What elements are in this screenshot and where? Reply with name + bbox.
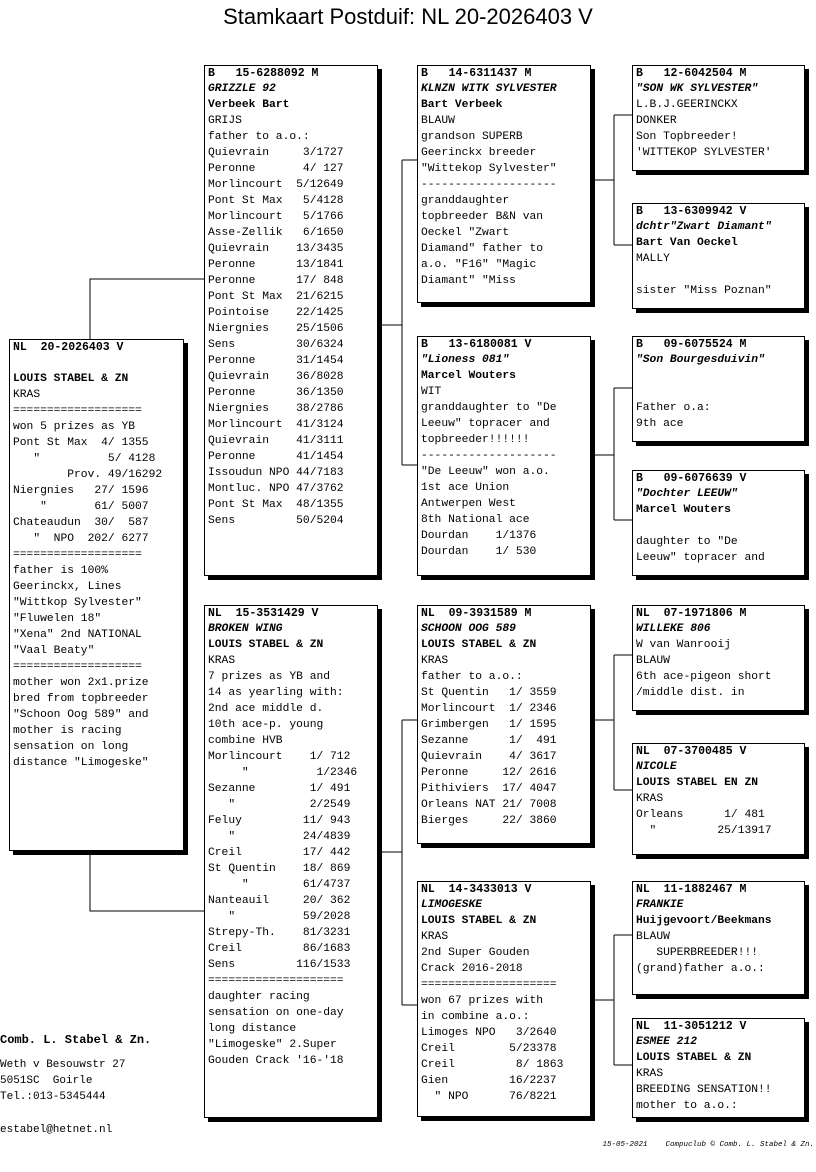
card-line: Creil 86/1683: [208, 943, 351, 955]
ring-number: B 12-6042504 M: [636, 67, 747, 80]
card-line: Niergnies 27/ 1596: [13, 485, 149, 497]
card-line: Morlincourt 41/3124: [208, 419, 344, 431]
connector-dd-parents: [592, 935, 634, 1065]
connector-dam-parents: [378, 720, 418, 1005]
card-line: [636, 384, 800, 400]
card-line: Dourdan 1/ 530: [421, 546, 537, 558]
card-line: Creil 8/ 1863: [421, 1059, 564, 1071]
breeder-name: LOUIS STABEL & ZN: [421, 915, 537, 927]
card-line: Dourdan 1/1376: [421, 530, 537, 542]
card-line: 6th ace-pigeon short: [636, 671, 772, 683]
card-line: sister "Miss Poznan": [636, 285, 772, 297]
card-line: "Wittkop Sylvester": [13, 597, 142, 609]
card-line: ===================: [13, 405, 142, 417]
card-line: Prov. 49/16292: [13, 469, 163, 481]
pigeon-name: "Son Bourgesduivin": [636, 354, 765, 366]
pigeon-card-dam: [204, 605, 378, 1118]
card-line: KRAS: [636, 793, 664, 805]
card-line: 9th ace: [636, 418, 684, 430]
card-line: Bierges 22/ 3860: [421, 815, 557, 827]
card-line: KRAS: [636, 1068, 664, 1080]
card-line: Nanteauil 20/ 362: [208, 895, 351, 907]
card-line: 'WITTEKOP SYLVESTER': [636, 147, 772, 159]
card-line: daughter racing: [208, 991, 310, 1003]
card-line: 1st ace Union: [421, 482, 510, 494]
card-line: Peronne 17/ 848: [208, 275, 344, 287]
card-line: KRAS: [421, 655, 449, 667]
breeder-name: LOUIS STABEL & ZN: [636, 1052, 752, 1064]
card-line: 2nd Super Gouden: [421, 947, 530, 959]
card-line: a.o. "F16" "Magic: [421, 259, 537, 271]
card-line: 8th National ace: [421, 514, 530, 526]
card-line: [636, 267, 800, 283]
card-line: granddaughter: [421, 195, 510, 207]
card-line: Peronne 13/1841: [208, 259, 344, 271]
connector-ds-parents: [592, 655, 634, 790]
card-line: father to a.o.:: [421, 671, 523, 683]
card-line: Orleans NAT 21/ 7008: [421, 799, 557, 811]
pigeon-name: SCHOON OOG 589: [421, 623, 516, 635]
card-line: W van Wanrooij: [636, 639, 731, 651]
breeder-name: Marcel Wouters: [421, 370, 516, 382]
owner-street: Weth v Besouwstr 27: [0, 1059, 126, 1071]
card-line: Pointoise 22/1425: [208, 307, 344, 319]
ring-number: NL 11-1882467 M: [636, 883, 747, 896]
card-line: sensation on one-day: [208, 1007, 344, 1019]
breeder-name: LOUIS STABEL & ZN: [208, 639, 324, 651]
card-line: Diamant" "Miss: [421, 275, 516, 287]
card-line: GRIJS: [208, 115, 242, 127]
pigeon-card-dam-sire: [417, 605, 591, 844]
ring-number: NL 07-3700485 V: [636, 745, 747, 758]
card-line: Sens 116/1533: [208, 959, 351, 971]
card-line: "Wittekop Sylvester": [421, 163, 557, 175]
card-line: 10th ace-p. young: [208, 719, 324, 731]
card-line: MALLY: [636, 253, 670, 265]
card-line: Issoudun NPO 44/7183: [208, 467, 344, 479]
card-line: combine HVB: [208, 735, 283, 747]
card-line: KRAS: [13, 389, 41, 401]
card-line: Asse-Zellik 6/1650: [208, 227, 344, 239]
card-line: WIT: [421, 386, 442, 398]
ring-number: B 13-6309942 V: [636, 205, 747, 218]
connector-sire-parents: [378, 160, 418, 465]
card-line: Creil 5/23378: [421, 1043, 557, 1055]
card-line: Chateaudun 30/ 587: [13, 517, 149, 529]
card-line: "Xena" 2nd NATIONAL: [13, 629, 142, 641]
card-line: " 2/2549: [208, 799, 351, 811]
card-line: KRAS: [208, 655, 236, 667]
card-line: Leeuw" topracer and: [636, 552, 765, 564]
card-line: Sens 30/6324: [208, 339, 344, 351]
ring-number: B 14-6311437 M: [421, 67, 532, 80]
card-line: daughter to "De: [636, 536, 738, 548]
pigeon-card-sire-dam: [417, 336, 591, 576]
card-line: bred from topbreeder: [13, 693, 149, 705]
card-line: Geerinckx breeder: [421, 147, 537, 159]
card-line: 14 as yearling with:: [208, 687, 344, 699]
card-line: Morlincourt 1/ 2346: [421, 703, 557, 715]
card-line: --------------------: [421, 179, 557, 191]
card-line: --------------------: [421, 450, 557, 462]
card-line: Quievrain 13/3435: [208, 243, 344, 255]
card-line: " 61/ 5007: [13, 501, 149, 513]
card-line: Quievrain 36/8028: [208, 371, 344, 383]
card-line: Quievrain 4/ 3617: [421, 751, 557, 763]
pigeon-card-sire: [204, 65, 378, 576]
pigeon-card-sire-dam-sire: [632, 336, 805, 442]
card-line: Limoges NPO 3/2640: [421, 1027, 557, 1039]
pigeon-card-dam-sire-sire: [632, 605, 805, 711]
card-line: Peronne 36/1350: [208, 387, 344, 399]
breeder-name: Marcel Wouters: [636, 504, 731, 516]
card-line: "De Leeuw" won a.o.: [421, 466, 550, 478]
card-line: " 5/ 4128: [13, 453, 156, 465]
owner-tel: Tel.:013-5345444: [0, 1091, 106, 1103]
card-line: 7 prizes as YB and: [208, 671, 331, 683]
card-line: L.B.J.GEERINCKX: [636, 99, 738, 111]
card-line: Grimbergen 1/ 1595: [421, 719, 557, 731]
card-line: Quievrain 3/1727: [208, 147, 344, 159]
connector-ss-parents: [592, 115, 634, 245]
pigeon-name: FRANKIE: [636, 899, 684, 911]
card-line: ===================: [13, 661, 142, 673]
pigeon-name: "Lioness 081": [421, 354, 510, 366]
card-line: Morlincourt 1/ 712: [208, 751, 351, 763]
ring-number: NL 20-2026403 V: [13, 341, 124, 354]
card-line: (grand)father a.o.:: [636, 963, 765, 975]
card-line: BLAUW: [421, 115, 455, 127]
ring-number: NL 07-1971806 M: [636, 607, 747, 620]
card-line: Peronne 12/ 2616: [421, 767, 557, 779]
card-line: ====================: [421, 979, 557, 991]
pigeon-card-sire-dam-dam: [632, 470, 805, 576]
breeder-name: LOUIS STABEL & ZN: [421, 639, 537, 651]
pigeon-card-sire-sire: [417, 65, 591, 303]
card-line: Morlincourt 5/1766: [208, 211, 344, 223]
connector-sd-parents: [592, 388, 634, 520]
card-line: mother won 2x1.prize: [13, 677, 149, 689]
card-line: SUPERBREEDER!!!: [636, 947, 759, 959]
card-line: "Fluwelen 18": [13, 613, 102, 625]
card-line: Oeckel "Zwart: [421, 227, 510, 239]
card-line: Sezanne 1/ 491: [208, 783, 351, 795]
footer-credit: [602, 1141, 814, 1149]
pigeon-name: BROKEN WING: [208, 623, 283, 635]
card-line: Leeuw" topracer and: [421, 418, 550, 430]
card-line: " NPO 76/8221: [421, 1091, 557, 1103]
pigeon-name: "SON WK SYLVESTER": [636, 83, 759, 95]
card-line: BLAUW: [636, 655, 670, 667]
ring-number: B 09-6076639 V: [636, 472, 747, 485]
pigeon-card-dam-dam-sire: [632, 881, 805, 995]
card-line: "Limogeske" 2.Super: [208, 1039, 337, 1051]
card-line: " 24/4839: [208, 831, 351, 843]
card-line: Father o.a:: [636, 402, 711, 414]
card-line: Sezanne 1/ 491: [421, 735, 557, 747]
card-line: Niergnies 25/1506: [208, 323, 344, 335]
ring-number: NL 09-3931589 M: [421, 607, 532, 620]
card-line: mother to a.o.:: [636, 1100, 738, 1112]
pigeon-name: WILLEKE 806: [636, 623, 711, 635]
connector-main-dam: [90, 855, 205, 911]
pigeon-card-sire-sire-sire: [632, 65, 805, 171]
card-line: Peronne 31/1454: [208, 355, 344, 367]
card-line: Strepy-Th. 81/3231: [208, 927, 351, 939]
card-line: Creil 17/ 442: [208, 847, 351, 859]
card-line: Gien 16/2237: [421, 1075, 557, 1087]
pigeon-name: dchtr"Zwart Diamant": [636, 221, 772, 233]
card-line: Niergnies 38/2786: [208, 403, 344, 415]
card-line: Gouden Crack '16-'18: [208, 1055, 344, 1067]
ring-number: NL 14-3433013 V: [421, 883, 532, 896]
owner-city: 5051SC Goirle: [0, 1075, 93, 1087]
card-line: St Quentin 1/ 3559: [421, 687, 557, 699]
card-line: mother is racing: [13, 725, 122, 737]
card-line: [636, 518, 800, 534]
footer-date: 15-05-2021: [602, 1141, 648, 1149]
card-line: "Vaal Beaty": [13, 645, 95, 657]
ring-number: B 13-6180081 V: [421, 338, 532, 351]
card-line: distance "Limogeske": [13, 757, 149, 769]
card-line: Pont St Max 48/1355: [208, 499, 344, 511]
card-line: long distance: [208, 1023, 297, 1035]
pigeon-card-dam-dam-dam: [632, 1018, 805, 1118]
owner-email[interactable]: estabel@hetnet.nl: [0, 1124, 113, 1136]
card-line: [636, 368, 800, 384]
card-line: /middle dist. in: [636, 687, 745, 699]
card-line: Montluc. NPO 47/3762: [208, 483, 344, 495]
card-line: 2nd ace middle d.: [208, 703, 324, 715]
card-line: grandson SUPERB: [421, 131, 523, 143]
breeder-name: LOUIS STABEL EN ZN: [636, 777, 759, 789]
card-line: Pithiviers 17/ 4047: [421, 783, 557, 795]
page-title: Stamkaart Postduif: NL 20-2026403 V: [223, 4, 593, 29]
breeder-name: Bart Verbeek: [421, 99, 503, 111]
card-line: BREEDING SENSATION!!: [636, 1084, 772, 1096]
card-line: Pont St Max 21/6215: [208, 291, 344, 303]
card-line: " 59/2028: [208, 911, 351, 923]
card-line: Antwerpen West: [421, 498, 516, 510]
card-line: ====================: [208, 975, 344, 987]
card-line: Geerinckx, Lines: [13, 581, 122, 593]
pigeon-name: KLNZN WITK SYLVESTER: [421, 83, 557, 95]
card-line: topbreeder!!!!!!: [421, 434, 530, 446]
card-line: won 67 prizes with: [421, 995, 544, 1007]
card-line: Crack 2016-2018: [421, 963, 523, 975]
owner-name: Comb. L. Stabel & Zn.: [0, 1033, 152, 1047]
card-line: Quievrain 41/3111: [208, 435, 344, 447]
card-line: father is 100%: [13, 565, 108, 577]
breeder-name: Huijgevoort/Beekmans: [636, 915, 772, 927]
card-line: St Quentin 18/ 869: [208, 863, 351, 875]
card-line: Pont St Max 5/4128: [208, 195, 344, 207]
card-line: Peronne 4/ 127: [208, 163, 344, 175]
connector-main-sire: [90, 279, 205, 340]
breeder-name: Bart Van Oeckel: [636, 237, 738, 249]
card-line: Morlincourt 5/12649: [208, 179, 344, 191]
breeder-name: Verbeek Bart: [208, 99, 290, 111]
card-line: KRAS: [421, 931, 449, 943]
pigeon-card-sire-sire-dam: [632, 203, 805, 309]
pigeon-name: ESMEE 212: [636, 1036, 698, 1048]
card-line: ===================: [13, 549, 142, 561]
ring-number: NL 15-3531429 V: [208, 607, 319, 620]
pigeon-card-dam-dam: [417, 881, 591, 1117]
card-line: Sens 50/5204: [208, 515, 344, 527]
card-line: won 5 prizes as YB: [13, 421, 136, 433]
card-line: [13, 355, 179, 371]
card-line: BLAUW: [636, 931, 670, 943]
card-line: " 25/13917: [636, 825, 772, 837]
ring-number: B 15-6288092 M: [208, 67, 319, 80]
pigeon-name: LIMOGESKE: [421, 899, 483, 911]
card-line: "Schoon Oog 589" and: [13, 709, 149, 721]
card-line: sensation on long: [13, 741, 129, 753]
pigeon-card-dam-sire-dam: [632, 743, 805, 855]
pigeon-name: NICOLE: [636, 761, 677, 773]
card-line: Son Topbreeder!: [636, 131, 738, 143]
card-line: topbreeder B&N van: [421, 211, 544, 223]
card-line: Peronne 41/1454: [208, 451, 344, 463]
pigeon-card-main: [9, 339, 184, 851]
breeder-name: LOUIS STABEL & ZN: [13, 373, 129, 385]
card-line: granddaughter to "De: [421, 402, 557, 414]
footer-credit-text: Compuclub © Comb. L. Stabel & Zn.: [665, 1141, 814, 1149]
card-line: " 1/2346: [208, 767, 358, 779]
card-line: " 61/4737: [208, 879, 351, 891]
card-line: Diamand" father to: [421, 243, 544, 255]
pigeon-name: "Dochter LEEUW": [636, 488, 738, 500]
card-line: DONKER: [636, 115, 677, 127]
card-line: father to a.o.:: [208, 131, 310, 143]
ring-number: NL 11-3051212 V: [636, 1020, 747, 1033]
card-line: Feluy 11/ 943: [208, 815, 351, 827]
ring-number: B 09-6075524 M: [636, 338, 747, 351]
pigeon-name: GRIZZLE 92: [208, 83, 276, 95]
card-line: in combine a.o.:: [421, 1011, 530, 1023]
card-line: Orleans 1/ 481: [636, 809, 765, 821]
card-line: " NPO 202/ 6277: [13, 533, 149, 545]
card-line: Pont St Max 4/ 1355: [13, 437, 149, 449]
